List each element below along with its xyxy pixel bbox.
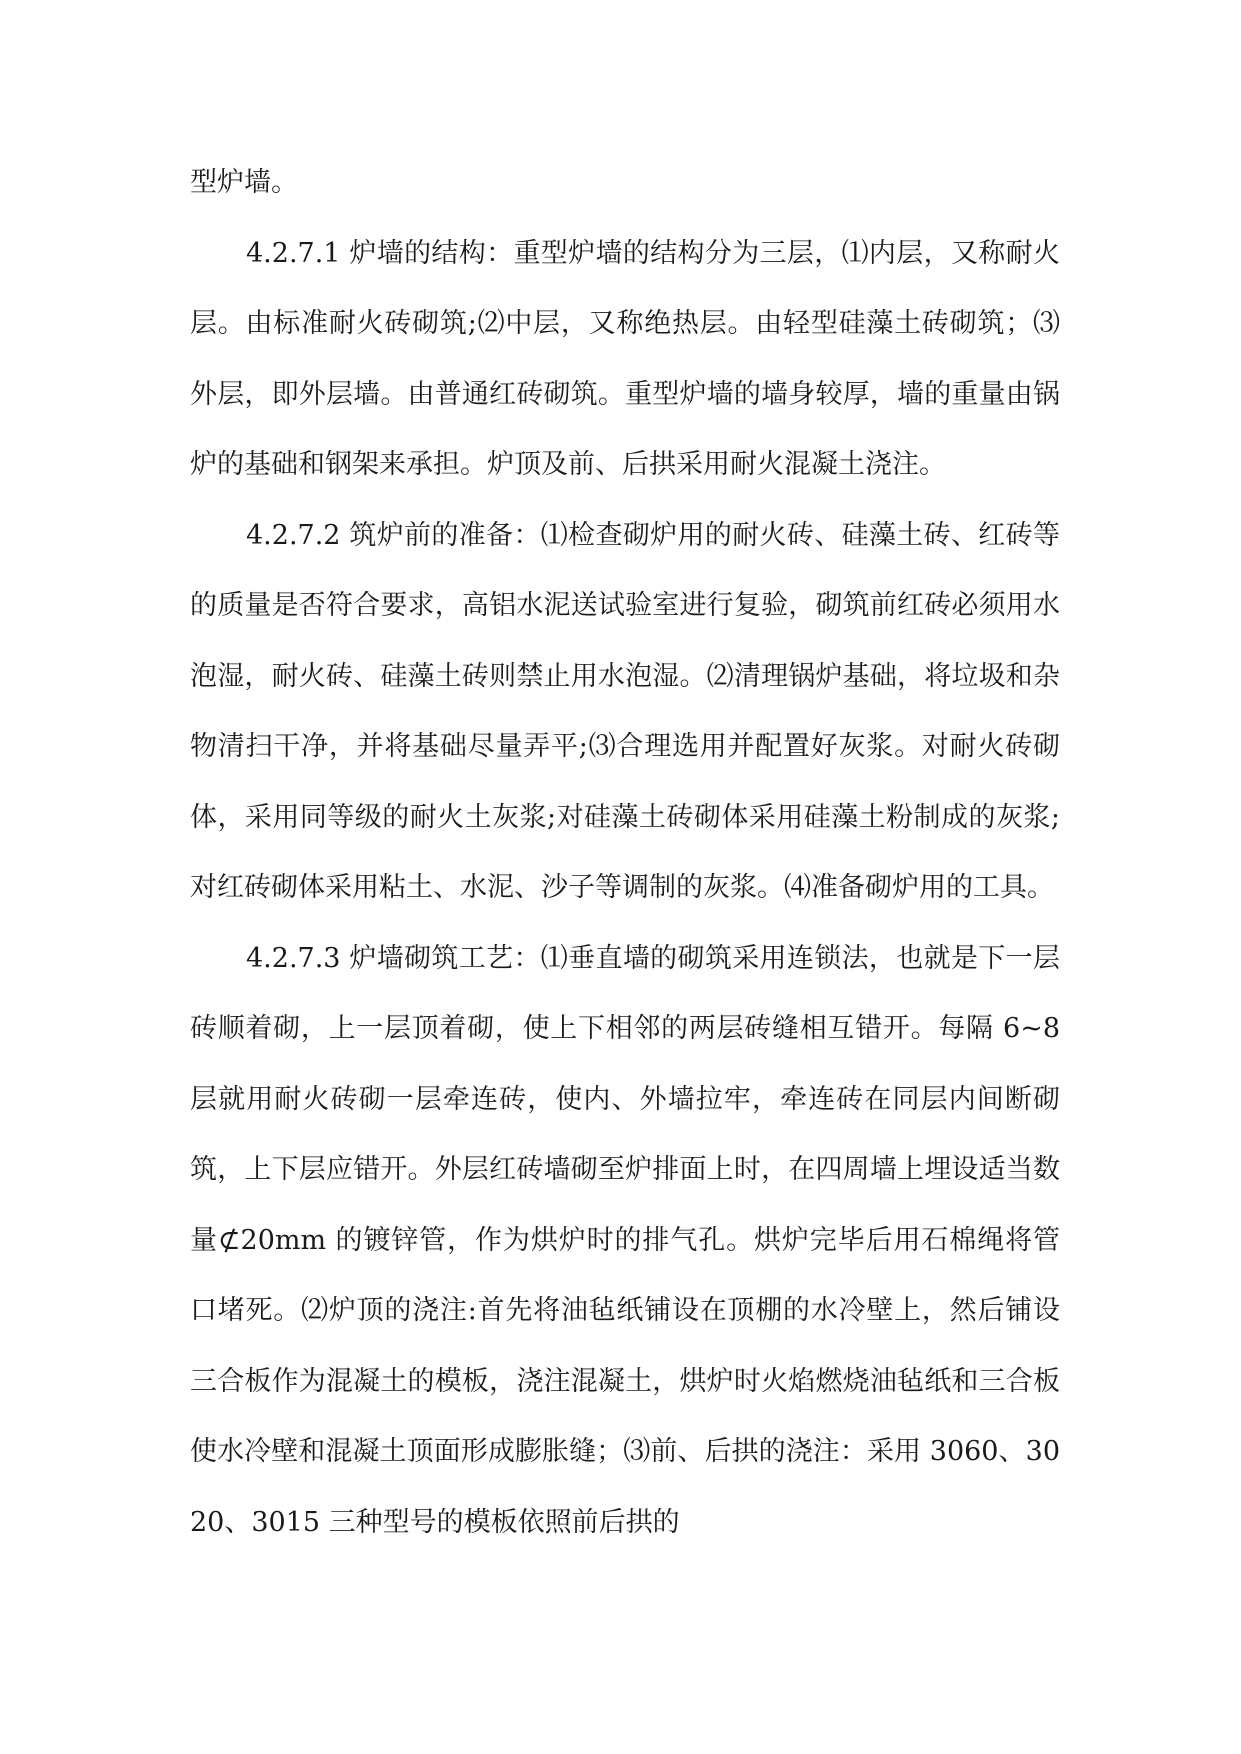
paragraph-4-2-7-1-furnace-wall-structure: 4.2.7.1 炉墙的结构：重型炉墙的结构分为三层，⑴内层，又称耐火层。由标准耐火砖砌筑;⑵中层，又称绝热层。由轻型硅藻土砖砌筑；⑶外层，即外层墙。由普通红砖砌筑。重型炉墙的墙身较厚，墙的重量由锅炉的基础和钢架来承担。炉顶及前、后拱采用耐火混凝土浇注。 [190, 237, 1060, 480]
paragraph-4-2-7-2-preparation: 4.2.7.2 筑炉前的准备：⑴检查砌炉用的耐火砖、硅藻土砖、红砖等的质量是否符合要求，高铝水泥送试验室进行复验，砌筑前红砖必须用水泡湿，耐火砖、硅藻土砖则禁止用水泡湿。⑵清理锅炉基础，将垃圾和杂物清扫干净，并将基础尽量弄平;⑶合理选用并配置好灰浆。对耐火砖砌体，采用同等级的耐火土灰浆;对硅藻土砖砌体采用硅藻土粉制成的灰浆;对红砖砌体采用粘土、水泥、沙子等调制的灰浆。⑷准备砌炉用的工具。 [190, 519, 1060, 903]
paragraph-continuation: 型炉墙。 [190, 167, 298, 198]
document-body [190, 148, 1060, 1558]
paragraph-4-2-7-3-masonry-process: 4.2.7.3 炉墙砌筑工艺：⑴垂直墙的砌筑采用连锁法，也就是下一层砖顺着砌，上一层顶着砌，使上下相邻的两层砖缝相互错开。每隔 6~8 层就用耐火砖砌一层牵连砖，使内、外墙拉牢，牵连砖在同层内间断砌筑，上下层应错开。外层红砖墙砌至炉排面上时，在四周墙上埋设适当数量⊄20mm 的镀锌管，作为烘炉时的排气孔。烘炉完毕后用石棉绳将管口堵死。⑵炉顶的浇注:首先将油毡纸铺设在顶棚的水冷壁上，然后铺设三合板作为混凝土的模板，浇注混凝土，烘炉时火焰燃烧油毡纸和三合板使水冷壁和混凝土顶面形成膨胀缝；⑶前、后拱的浇注：采用 3060、3020、3015 三种型号的模板依照前后拱的 [190, 942, 1060, 1538]
